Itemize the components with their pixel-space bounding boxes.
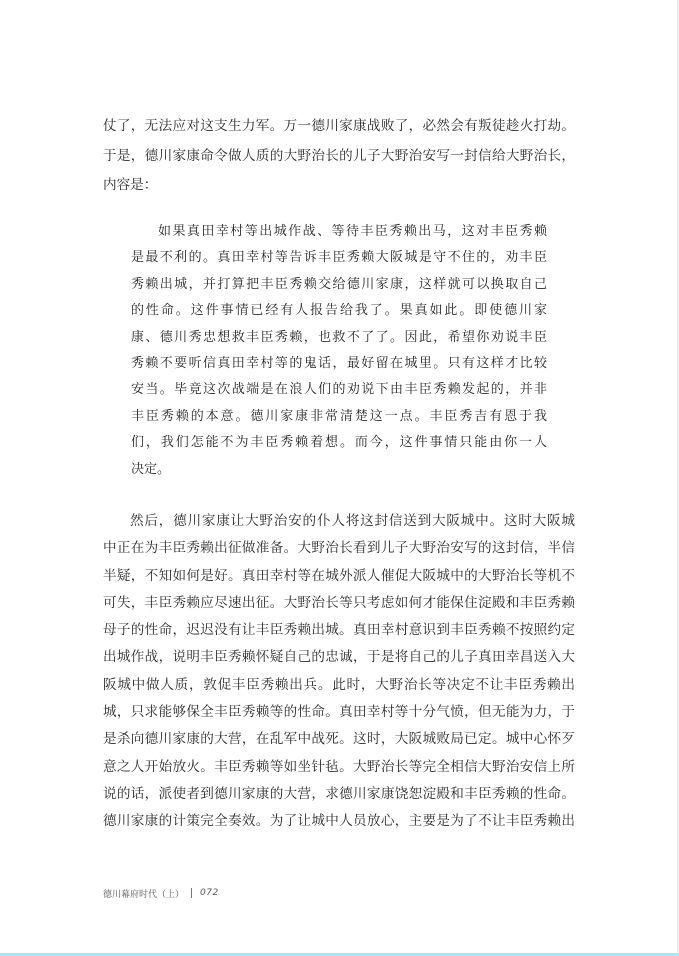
quote-line: 安当。毕竟这次战端是在浪人们的劝说下由丰臣秀赖发起的，并非 (131, 382, 547, 398)
text-line: 阪城中做人质，敦促丰臣秀赖出兵。此时，大野治长等决定不让丰臣秀赖出 (103, 676, 575, 693)
footer-separator (191, 888, 192, 898)
quoted-letter (131, 219, 547, 483)
book-title: 德川幕府时代（上） (103, 889, 185, 900)
quote-line: 丰臣秀赖的本意。德川家康非常清楚这一点。丰臣秀吉有恩于我 (131, 408, 547, 424)
quote-line: 秀赖不要听信真田幸村等的鬼话，最好留在城里。只有这样才比较 (131, 355, 547, 371)
quote-line: 们，我们怎能不为丰臣秀赖着想。而今，这件事情只能由你一人 (131, 435, 547, 451)
paragraph (103, 508, 575, 836)
text-line: 内容是： (103, 177, 158, 193)
text-line: 于是，德川家康命令做人质的大野治长的儿子大野治安写一封信给大野治长， (103, 147, 575, 164)
text-line: 中正在为丰臣秀赖出征做准备。大野治长看到儿子大野治安写的这封信，半信 (103, 540, 575, 557)
paragraph-continuation (103, 112, 575, 201)
quote-line: 的性命。这件事情已经有人报告给我了。果真如此。即使德川家 (131, 303, 547, 319)
page-number: 072 (200, 888, 219, 898)
text-line: 城，只求能够保全丰臣秀赖等的性命。真田幸村等十分气愤，但无能为力，于 (103, 704, 575, 721)
text-line: 出城作战，说明丰臣秀赖怀疑自己的忠诚，于是将自己的儿子真田幸昌送入大 (103, 649, 575, 666)
text-line: 然后，德川家康让大野治安的仆人将这封信送到大阪城中。这时大阪城 (130, 513, 575, 529)
page-footer (103, 886, 219, 900)
text-line: 是杀向德川家康的大营，在乱军中战死。这时，大阪城败局已定。城中心怀歹 (103, 731, 575, 748)
quote-line: 康、德川秀忠想救丰臣秀赖，也救不了了。因此，希望你劝说丰臣 (131, 329, 547, 345)
text-line: 仗了，无法应对这支生力军。万一德川家康战败了，必然会有叛徒趁火打劫。 (103, 118, 575, 134)
text-line: 母子的性命，迟迟没有让丰臣秀赖出城。真田幸村意识到丰臣秀赖不按照约定 (103, 622, 575, 639)
quote-line: 决定。 (131, 461, 171, 477)
text-line: 德川家康的计策完全奏效。为了让城中人员放心，主要是为了不让丰臣秀赖出 (103, 813, 575, 830)
text-line: 可失，丰臣秀赖应尽速出征。大野治长等只考虑如何才能保住淀殿和丰臣秀赖 (103, 594, 575, 611)
text-line: 说的话，派使者到德川家康的大营，求德川家康饶恕淀殿和丰臣秀赖的性命。 (103, 785, 575, 802)
text-line: 半疑，不知如何是好。真田幸村等在城外派人催促大阪城中的大野治长等机不 (103, 567, 575, 584)
quote-line: 如果真田幸村等出城作战、等待丰臣秀赖出马，这对丰臣秀赖 (158, 224, 547, 239)
quote-line: 秀赖出城，并打算把丰臣秀赖交给德川家康，这样就可以换取自己 (131, 276, 547, 292)
text-line: 意之人开始放火。丰臣秀赖等如坐针毡。大野治长等完全相信大野治安信上所 (103, 758, 575, 775)
quote-line: 是最不利的。真田幸村等告诉丰臣秀赖大阪城是守不住的，劝丰臣 (131, 250, 547, 266)
